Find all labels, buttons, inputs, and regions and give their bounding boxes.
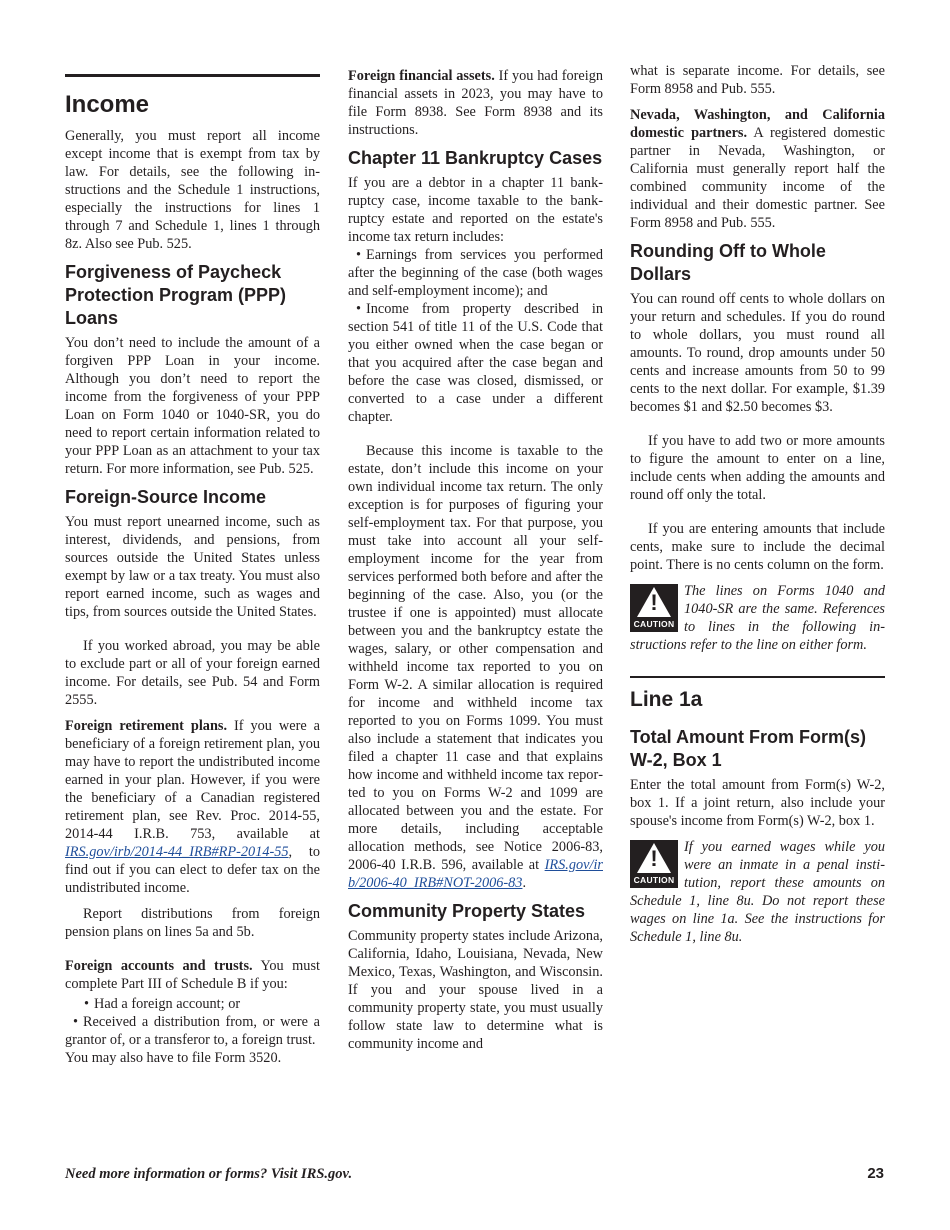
line-1a-heading: Line 1a — [630, 687, 703, 711]
domestic-partners-paragraph — [630, 106, 885, 232]
ppp-text: You don’t need to include the amount of a forgiven PPP Loan in your income. Although you don’t need to report the income from the forgiveness of your PPP Loan on Form 1040 or 1040-SR, you do need to report certain information related to your PPP Loan as an attachment to your tax return. For more information, see Pub. 525. — [65, 335, 320, 477]
w2-heading: Total Amount From Form(s) W-2, Box 1 — [630, 726, 866, 770]
foreign-financial-assets-paragraph — [348, 67, 603, 139]
caution-note-2 — [630, 838, 885, 954]
foreign-source-text-2: If you worked abroad, you may be able to exclude part or all of your foreign earned income. For details, see Pub. 54 and Form 2555. — [65, 638, 320, 708]
caution-icon: ! CAUTION — [630, 584, 678, 632]
foreign-accounts-lead: Foreign accounts and trusts. — [65, 958, 253, 974]
chapter-11-heading: Chapter 11 Bankruptcy Cases — [348, 148, 603, 168]
column-3 — [630, 62, 885, 954]
list-item: • Income from property described in section 541 of title 11 of the U.S. Code that you either owned when the case began or that you acquired after the case began and before the case was closed, dismissed, or converted to a case under a different chapter. — [348, 300, 603, 426]
report-distributions-text: Report distributions from foreign pension plans on lines 5a and 5b. — [65, 906, 320, 940]
caution-text-2: If you earned wages while you were an inmate in a penal institution, report these amounts on Schedule 1, line 8u. Do not report these wages on line 1a. See the instructions for Schedule 1, line 8u. — [630, 838, 885, 945]
list-item: • Received a distribution from, or were a grantor of, or a transferor to, a foreign trust. — [65, 1013, 320, 1049]
domestic-partners-lead: Nevada, Washington, and California domestic partners. — [630, 107, 885, 141]
footer-note: Need more information or forms? Visit IRS.gov. — [65, 1166, 353, 1182]
foreign-source-heading: Foreign-Source Income — [65, 487, 267, 507]
rounding-text-3: If you are entering amounts that include cents, make sure to include the decimal point. There is no cents column on the form. — [630, 521, 885, 573]
rounding-text-1: You can round off cents to whole dollars on your return and schedules. If you do round to whole dollars, you must round all amounts. To round, drop amounts under 50 cents and increase amounts from 50 to 99 cents to the next dollar. For example, $1.39 becomes $1 and $2.50 becomes $3. — [630, 291, 885, 415]
foreign-financial-assets-lead: Foreign financial assets. — [348, 68, 495, 84]
foreign-accounts-paragraph — [65, 957, 320, 993]
ppp-heading: Forgiveness of Paycheck Protection Program (PPP) Loans — [65, 262, 287, 328]
not-2006-83-link[interactable]: IRS.gov/irb/2006-40_IRB#NOT-2006-83 — [348, 857, 603, 891]
list-item: • Had a foreign account; or — [65, 995, 320, 1013]
page-number: 23 — [867, 1165, 884, 1182]
foreign-retirement-text-2: , to find out if you can elect to defer tax on the undistributed income. — [65, 844, 320, 896]
list-item: • Earnings from services you performed after the beginning of the case (both wages and self-employment income); and — [348, 246, 603, 300]
chapter-11-text: If you are a debtor in a chapter 11 bankruptcy case, income taxable to the bankruptcy estate and reported on the estate's income tax return includes: — [348, 175, 603, 245]
domestic-partners-text: A registered domestic partner in Nevada, Washington, or California must generally report half the combined community income of the individual and their domestic partner. See Form 8958 and Pub. 555. — [630, 125, 886, 231]
rounding-heading: Rounding Off to Whole Dollars — [630, 241, 826, 284]
foreign-source-text-1: You must report unearned income, such as interest, dividends, and pensions, from sources outside the United States unless exempt by law or a tax treaty. You must also report earned income, such as wages and tips, from sources outside the United States. — [65, 514, 320, 620]
caution-text-1: The lines on Forms 1040 and 1040-SR are the same. References to lines in the following instructions refer to the line on either form. — [630, 583, 885, 653]
caution-note-1 — [630, 582, 885, 662]
column-2 — [348, 67, 603, 1061]
foreign-accounts-text: You must complete Part III of Schedule B if you: — [65, 958, 320, 992]
form-3520-text: You may also have to file Form 3520. — [65, 1050, 282, 1066]
income-title: Income — [65, 91, 150, 118]
caution-icon: ! CAUTION — [630, 840, 678, 888]
foreign-financial-assets-text: If you had foreign financial assets in 2023, you may have to file Form 8938. See Form 8938 and its instructions. — [348, 68, 603, 138]
section-divider — [630, 676, 885, 678]
income-intro: Generally, you must report all income except income that is exempt from tax by law. For details, see the following instructions and the Schedule 1 instructions, especially the instructions for lines 1 through 7 and Schedule 1, lines 1 through 8z. Also see Pub. 525. — [65, 128, 320, 252]
community-property-text: Community property states include Arizona, California, Idaho, Louisiana, Nevada, New Mexico, Texas, Washington, and Wisconsin. If you and your spouse lived in a community property state, you must usually follow state law to determine what is community income and — [348, 928, 603, 1052]
separate-income-text: what is separate income. For details, see Form 8958 and Pub. 555. — [630, 63, 885, 97]
foreign-retirement-text: If you were a beneficiary of a foreign retirement plan, you may have to report the undistributed income earned in your plan. However, if you were the beneficiary of a Canadian registered retirement plan, see Rev. Proc. 2014-55, 2014-44 I.R.B. 753, available at — [65, 718, 320, 842]
column-1 — [65, 62, 320, 1075]
section-rule — [65, 74, 320, 77]
rounding-text-2: If you have to add two or more amounts to figure the amount to enter on a line, include cents when adding the amounts and round off only the total. — [630, 433, 885, 503]
community-property-heading: Community Property States — [348, 901, 586, 921]
w2-text: Enter the total amount from Form(s) W-2, box 1. If a joint return, also include your spouse's income from Form(s) W-2, box 1. — [630, 776, 885, 829]
rp-2014-55-link[interactable]: IRS.gov/irb/2014-44_IRB#RP-2014-55 — [65, 844, 289, 860]
because-text: Because this income is taxable to the estate, don’t include this income on your own individual income tax return. The only exception is for purposes of figuring your self-employment tax. For that purpose, you must take into account all your self-employment income for the year from services performed both before and after the beginning of the case. Also, you (or the trustee if one is appointed) must allocate between you and the bankruptcy estate the wages, salary, or other compensation and withheld income tax reported to you on Form W-2. A similar allocation is required for income and withheld income tax reported to you on Forms 1099. You must also include a statement that indicates you filed a chapter 11 case and that explains how income and withheld income tax reported to you on Forms W-2 and 1099 are allocated between you and the estate. For more details, including acceptable allocation methods, see Notice 2006-83, 2006-40 I.R.B. 596, available at — [348, 443, 603, 873]
foreign-retirement-paragraph — [65, 717, 320, 897]
foreign-retirement-lead: Foreign retirement plans. — [65, 718, 228, 734]
because-paragraph: Because this income is taxable to the estate, don’t include this income on your own individual income tax return. The only exception is for purposes of figuring your self-employment tax. For that purpose, you must take into account all your self-employment income for the year from services performed both before and after the beginning of the case. Also, you (or the trustee if one is appointed) must allocate between you and the bankruptcy estate the wages, salary, or other compensation and withheld income tax reported to you on Form W-2. A similar allocation is required for income and withheld income tax reported to you on Forms 1099. You must also include a statement that indicates you filed a chapter 11 case and that explains how income and withheld income tax reported to you on Forms W-2 and 1099 are allocated between you and the estate. For more details, including acceptable allocation methods, see Notice 2006-83, 2006-40 I.R.B. 596, available at IRS.gov/irb/2006-40_IRB#NOT-2006-83. — [348, 443, 603, 891]
